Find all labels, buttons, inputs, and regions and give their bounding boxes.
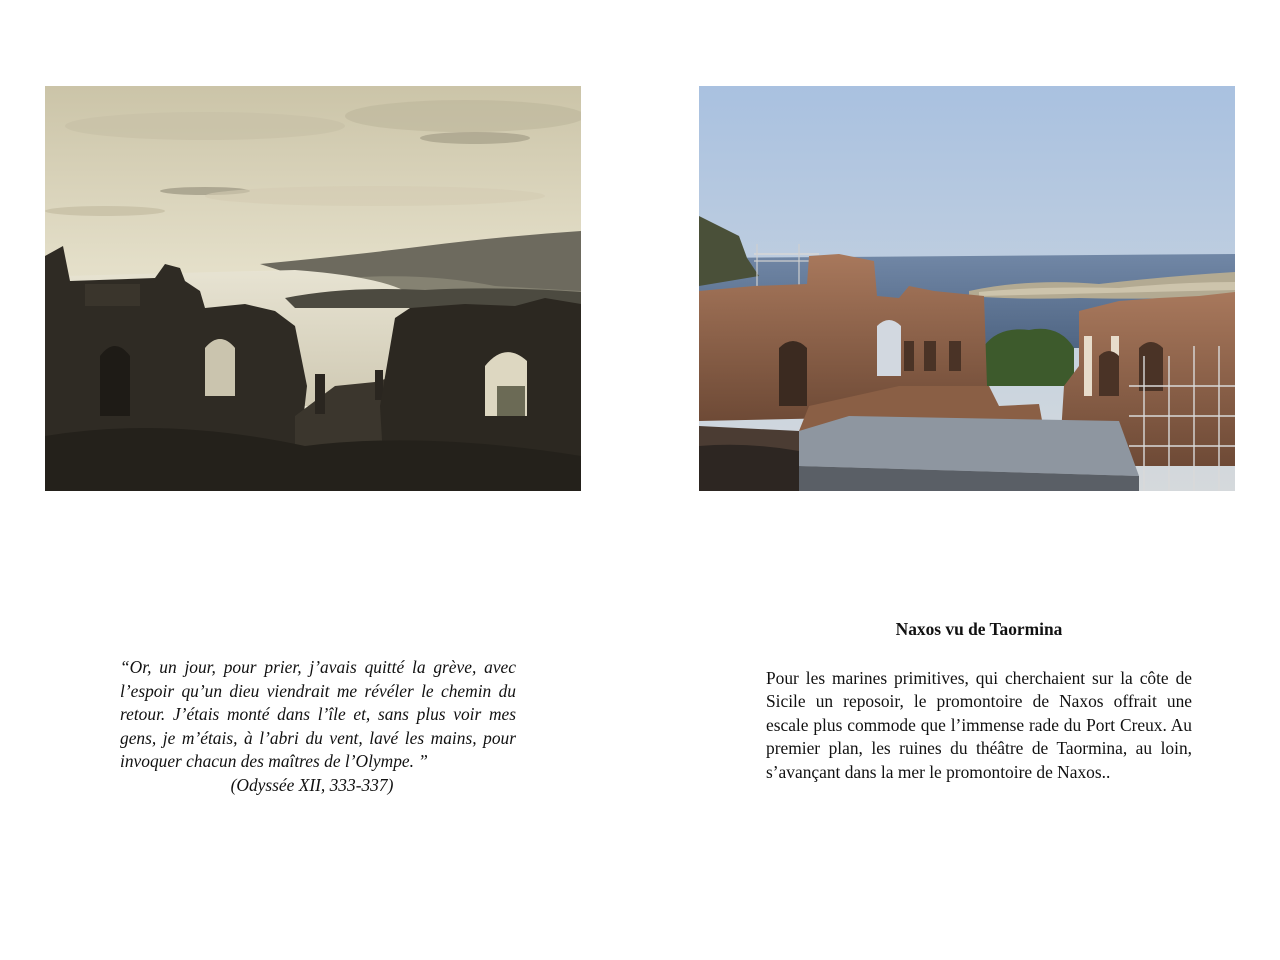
caption-text: Pour les marines primitives, qui cherchaient sur la côte de Sicile un reposoir, le promontoire de Naxos offrait une escale plus commode que l’immense rade du Port Creux. Au premier plan, les ruines du théâtre de Taormina, au loin, s’avançant dans la mer le promontoire de Naxos..	[766, 667, 1192, 782]
odyssey-quote-block	[120, 656, 516, 797]
caption-title: Naxos vu de Taormina	[895, 619, 1063, 639]
sepia-photo-illustration	[45, 86, 581, 491]
odyssey-quote-text: “Or, un jour, pour prier, j’avais quitté la grève, avec l’espoir qu’un dieu viendrait me révéler le chemin du retour. J’étais monté dans l’île et, sans plus voir mes gens, je m’étais, à l’abri du vent, lavé les mains, pour invoquer chacun des maîtres de l’Olympe. ”	[120, 657, 516, 771]
color-photo-naxos-from-taormina	[699, 86, 1235, 491]
sepia-photo-taormina-ruins	[45, 86, 581, 491]
color-photo-illustration	[699, 86, 1235, 491]
odyssey-citation: (Odyssée XII, 333-337)	[230, 774, 394, 795]
photo-caption-block	[766, 618, 1192, 784]
